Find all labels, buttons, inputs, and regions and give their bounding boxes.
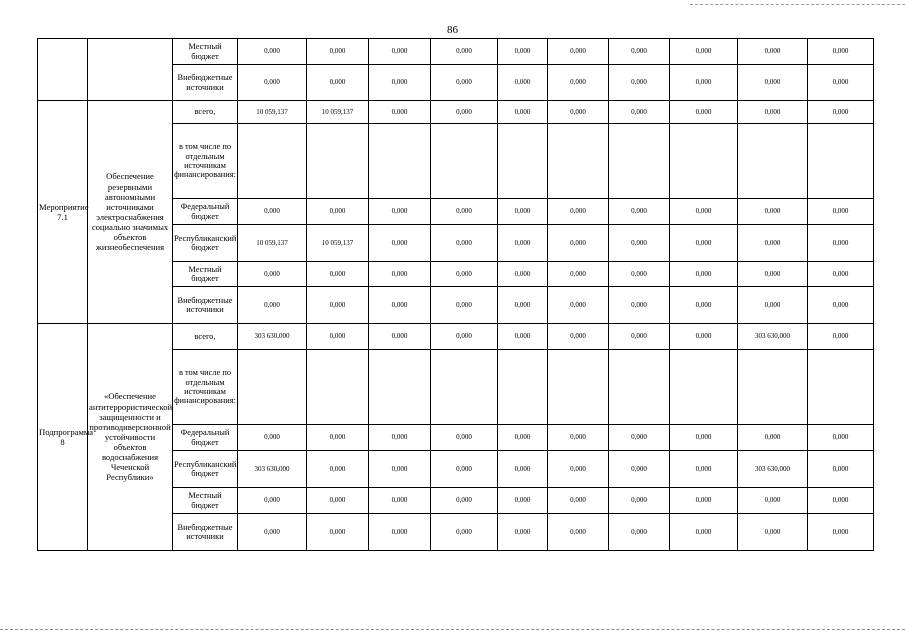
funding-source-cell: Республиканский бюджет (173, 225, 238, 262)
funding-source-cell: Республиканский бюджет (173, 451, 238, 488)
amount-cell (238, 124, 307, 199)
amount-cell: 0,000 (498, 287, 548, 324)
amount-cell: 0,000 (670, 101, 738, 124)
amount-cell: 0,000 (498, 451, 548, 488)
amount-cell: 0,000 (498, 101, 548, 124)
amount-cell: 0,000 (548, 488, 609, 514)
amount-cell: 0,000 (498, 262, 548, 287)
scan-edge-line-top (690, 4, 905, 6)
amount-cell: 0,000 (738, 262, 808, 287)
amount-cell: 0,000 (307, 425, 369, 451)
amount-cell: 0,000 (369, 425, 431, 451)
amount-cell: 0,000 (670, 262, 738, 287)
amount-cell: 0,000 (548, 425, 609, 451)
amount-cell (431, 350, 498, 425)
amount-cell: 0,000 (238, 514, 307, 551)
amount-cell: 0,000 (808, 39, 874, 65)
amount-cell: 0,000 (307, 262, 369, 287)
amount-cell: 0,000 (609, 101, 670, 124)
amount-cell: 303 630,000 (738, 324, 808, 350)
amount-cell: 0,000 (808, 199, 874, 225)
amount-cell: 0,000 (307, 199, 369, 225)
amount-cell: 0,000 (548, 324, 609, 350)
activity-name-cell: Обеспечение резервными автономными источниками электроснабжения социально значимых объектов жизнеобеспечения (88, 101, 173, 324)
amount-cell (307, 350, 369, 425)
amount-cell: 0,000 (548, 101, 609, 124)
amount-cell: 0,000 (670, 199, 738, 225)
amount-cell: 0,000 (369, 262, 431, 287)
amount-cell: 0,000 (738, 39, 808, 65)
funding-source-cell: Местный бюджет (173, 39, 238, 65)
activity-code-cell: Подпрограмма 8 (38, 324, 88, 551)
activity-code-cell: Мероприятие 7.1 (38, 101, 88, 324)
amount-cell: 0,000 (369, 225, 431, 262)
amount-cell: 0,000 (238, 199, 307, 225)
amount-cell: 0,000 (238, 425, 307, 451)
amount-cell (369, 124, 431, 199)
amount-cell: 0,000 (609, 199, 670, 225)
amount-cell: 0,000 (369, 287, 431, 324)
amount-cell (670, 124, 738, 199)
amount-cell: 0,000 (609, 287, 670, 324)
amount-cell: 0,000 (238, 488, 307, 514)
funding-source-cell: всего, (173, 324, 238, 350)
amount-cell: 0,000 (738, 425, 808, 451)
amount-cell: 0,000 (609, 39, 670, 65)
amount-cell: 0,000 (609, 225, 670, 262)
amount-cell: 0,000 (307, 324, 369, 350)
amount-cell: 0,000 (670, 65, 738, 101)
amount-cell: 0,000 (431, 514, 498, 551)
amount-cell: 0,000 (738, 225, 808, 262)
amount-cell: 0,000 (431, 262, 498, 287)
activity-code-cell (38, 39, 88, 101)
funding-source-cell: Федеральный бюджет (173, 199, 238, 225)
amount-cell: 0,000 (808, 514, 874, 551)
amount-cell: 0,000 (548, 514, 609, 551)
amount-cell: 0,000 (738, 101, 808, 124)
amount-cell: 0,000 (369, 101, 431, 124)
funding-source-cell: Местный бюджет (173, 262, 238, 287)
amount-cell: 0,000 (670, 425, 738, 451)
amount-cell: 0,000 (431, 287, 498, 324)
activity-name-cell (88, 39, 173, 101)
amount-cell: 303 630,000 (238, 451, 307, 488)
amount-cell (238, 350, 307, 425)
amount-cell: 10 059,137 (238, 225, 307, 262)
amount-cell: 0,000 (369, 199, 431, 225)
activity-name-cell: «Обеспечение антитеррористической защищенности и противодиверсионной устойчивости объектов водоснабжения Чеченской Республики» (88, 324, 173, 551)
amount-cell: 0,000 (369, 488, 431, 514)
amount-cell: 0,000 (609, 262, 670, 287)
amount-cell: 0,000 (431, 101, 498, 124)
amount-cell: 0,000 (808, 287, 874, 324)
amount-cell: 0,000 (431, 39, 498, 65)
amount-cell (738, 350, 808, 425)
amount-cell: 0,000 (609, 514, 670, 551)
funding-source-cell: Внебюджетные источники (173, 514, 238, 551)
amount-cell: 0,000 (670, 39, 738, 65)
amount-cell (548, 350, 609, 425)
amount-cell: 0,000 (609, 65, 670, 101)
amount-cell: 0,000 (307, 514, 369, 551)
amount-cell: 10 059,137 (307, 101, 369, 124)
amount-cell: 0,000 (498, 488, 548, 514)
table-row (38, 324, 874, 350)
amount-cell: 10 059,137 (238, 101, 307, 124)
amount-cell: 0,000 (738, 199, 808, 225)
amount-cell: 0,000 (498, 514, 548, 551)
amount-cell: 0,000 (369, 451, 431, 488)
amount-cell: 0,000 (498, 225, 548, 262)
scan-edge-line-bottom (0, 629, 905, 631)
amount-cell: 0,000 (808, 101, 874, 124)
amount-cell: 0,000 (670, 225, 738, 262)
amount-cell: 0,000 (609, 324, 670, 350)
funding-source-cell: в том числе по отдельным источникам финансирования: (173, 350, 238, 425)
funding-source-cell: в том числе по отдельным источникам финансирования: (173, 124, 238, 199)
amount-cell (609, 124, 670, 199)
amount-cell: 0,000 (808, 425, 874, 451)
amount-cell: 0,000 (609, 425, 670, 451)
amount-cell: 0,000 (307, 65, 369, 101)
amount-cell: 0,000 (738, 488, 808, 514)
amount-cell: 0,000 (670, 287, 738, 324)
amount-cell (431, 124, 498, 199)
funding-table-body (38, 39, 874, 551)
amount-cell (808, 124, 874, 199)
amount-cell: 0,000 (498, 39, 548, 65)
amount-cell: 0,000 (738, 514, 808, 551)
amount-cell: 0,000 (548, 287, 609, 324)
amount-cell: 0,000 (548, 65, 609, 101)
amount-cell: 0,000 (369, 65, 431, 101)
funding-source-cell: Местный бюджет (173, 488, 238, 514)
amount-cell (609, 350, 670, 425)
amount-cell: 0,000 (307, 488, 369, 514)
amount-cell (498, 350, 548, 425)
amount-cell: 0,000 (808, 225, 874, 262)
amount-cell: 0,000 (738, 65, 808, 101)
amount-cell: 0,000 (238, 287, 307, 324)
amount-cell (670, 350, 738, 425)
table-row (38, 101, 874, 124)
amount-cell (808, 350, 874, 425)
amount-cell: 0,000 (431, 199, 498, 225)
amount-cell: 0,000 (808, 65, 874, 101)
amount-cell: 0,000 (548, 199, 609, 225)
funding-source-cell: Внебюджетные источники (173, 287, 238, 324)
amount-cell: 303 630,000 (738, 451, 808, 488)
amount-cell: 0,000 (498, 425, 548, 451)
amount-cell (369, 350, 431, 425)
amount-cell: 0,000 (431, 488, 498, 514)
funding-source-cell: Внебюджетные источники (173, 65, 238, 101)
amount-cell: 0,000 (498, 65, 548, 101)
amount-cell: 0,000 (548, 225, 609, 262)
funding-table (37, 38, 874, 551)
amount-cell: 0,000 (548, 39, 609, 65)
amount-cell: 0,000 (431, 225, 498, 262)
amount-cell (498, 124, 548, 199)
amount-cell: 0,000 (431, 65, 498, 101)
amount-cell: 0,000 (670, 451, 738, 488)
amount-cell (738, 124, 808, 199)
amount-cell (548, 124, 609, 199)
page-number: 86 (447, 24, 458, 36)
amount-cell: 0,000 (738, 287, 808, 324)
amount-cell: 0,000 (609, 488, 670, 514)
amount-cell: 303 630,000 (238, 324, 307, 350)
amount-cell: 0,000 (431, 324, 498, 350)
amount-cell: 0,000 (431, 425, 498, 451)
amount-cell: 0,000 (369, 514, 431, 551)
amount-cell: 0,000 (498, 199, 548, 225)
amount-cell: 0,000 (238, 65, 307, 101)
amount-cell: 0,000 (808, 451, 874, 488)
amount-cell: 0,000 (808, 488, 874, 514)
amount-cell: 10 059,137 (307, 225, 369, 262)
amount-cell: 0,000 (548, 451, 609, 488)
amount-cell: 0,000 (307, 287, 369, 324)
amount-cell: 0,000 (238, 39, 307, 65)
amount-cell: 0,000 (548, 262, 609, 287)
table-row (38, 39, 874, 65)
amount-cell: 0,000 (307, 39, 369, 65)
amount-cell: 0,000 (670, 324, 738, 350)
amount-cell: 0,000 (238, 262, 307, 287)
amount-cell (307, 124, 369, 199)
amount-cell: 0,000 (498, 324, 548, 350)
amount-cell: 0,000 (808, 262, 874, 287)
amount-cell: 0,000 (307, 451, 369, 488)
amount-cell: 0,000 (609, 451, 670, 488)
amount-cell: 0,000 (670, 514, 738, 551)
amount-cell: 0,000 (431, 451, 498, 488)
amount-cell: 0,000 (369, 324, 431, 350)
amount-cell: 0,000 (808, 324, 874, 350)
amount-cell: 0,000 (670, 488, 738, 514)
funding-source-cell: Федеральный бюджет (173, 425, 238, 451)
amount-cell: 0,000 (369, 39, 431, 65)
funding-source-cell: всего, (173, 101, 238, 124)
